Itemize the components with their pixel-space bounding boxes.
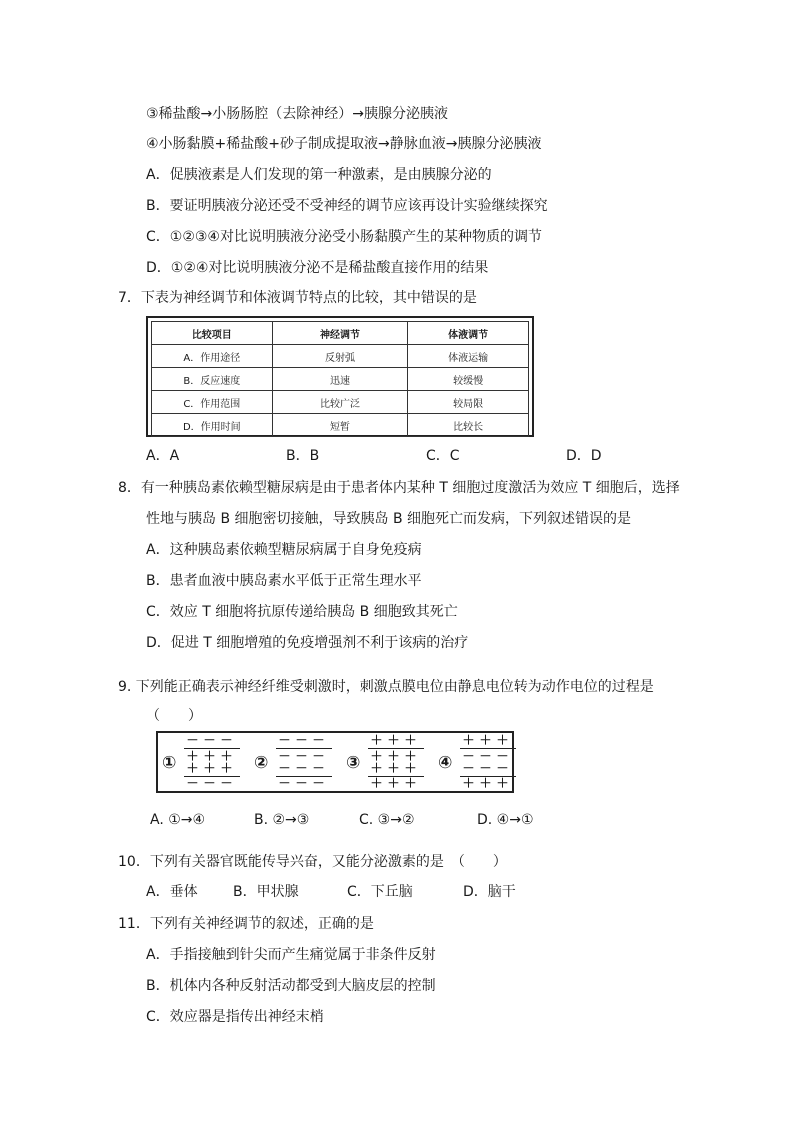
q10-choice-d: D．脑干	[463, 884, 516, 900]
table-cell: 体液运输	[408, 345, 529, 368]
q9-answer-paren: （ ）	[146, 708, 202, 724]
table-header-cell: 体液调节	[408, 322, 529, 345]
table-header-cell: 神经调节	[272, 322, 408, 345]
inner-top-charges: －－－	[278, 749, 330, 763]
q9-stem: 9. 下列能正确表示神经纤维受刺激时，刺激点膜电位由静息电位转为动作电位的过程是	[118, 679, 654, 695]
outer-bottom-charges: －－－	[278, 776, 330, 790]
q11-option-b: B．机体内各种反射活动都受到大脑皮层的控制	[146, 978, 436, 994]
table-cell: 比较广泛	[272, 391, 408, 414]
membrane-potential-diagram	[156, 731, 514, 793]
q7-comparison-table	[146, 316, 534, 437]
membrane-diagram-4	[438, 735, 522, 789]
q6-option-c: C．①②③④对比说明胰液分泌受小肠黏膜产生的某种物质的调节	[146, 229, 542, 245]
q8-option-c: C．效应 T 细胞将抗原传递给胰岛 B 细胞致其死亡	[146, 604, 458, 620]
q8-stem-line2: 性地与胰岛 B 细胞密切接触，导致胰岛 B 细胞死亡而发病，下列叙述错误的是	[146, 511, 632, 527]
table-row	[152, 414, 529, 437]
membrane-diagram-2	[254, 735, 338, 789]
inner-bottom-charges: ＋＋＋	[370, 761, 422, 775]
inner-top-charges: ＋＋＋	[186, 749, 238, 763]
q11-option-c: C．效应器是指传出神经末梢	[146, 1009, 324, 1025]
q7-stem: 7．下表为神经调节和体液调节特点的比较，其中错误的是	[118, 290, 477, 306]
diagram-label: ④	[438, 753, 453, 773]
inner-top-charges: ＋＋＋	[370, 749, 422, 763]
outer-top-charges: ＋＋＋	[462, 733, 514, 747]
q11-stem: 11．下列有关神经调节的叙述，正确的是	[118, 916, 374, 932]
q7-choice-b: B．B	[286, 448, 320, 464]
q6-option-a: A．促胰液素是人们发现的第一种激素，是由胰腺分泌的	[146, 167, 492, 183]
table-cell: 比较长	[408, 414, 529, 437]
q9-choice-c: C. ③→②	[359, 812, 415, 828]
membrane-diagram-3	[346, 735, 430, 789]
q9-choice-b: B. ②→③	[254, 812, 310, 828]
table-row	[152, 391, 529, 414]
inner-bottom-charges: ＋＋＋	[186, 761, 238, 775]
q7-choice-d: D．D	[566, 448, 602, 464]
table-cell: C．作用范围	[152, 391, 273, 414]
table-cell: 较缓慢	[408, 368, 529, 391]
q10-stem: 10．下列有关器官既能传导兴奋，又能分泌激素的是 （ ）	[118, 854, 507, 870]
table-cell: 迅速	[272, 368, 408, 391]
table-row	[152, 368, 529, 391]
q8-stem-line1: 8．有一种胰岛素依赖型糖尿病是由于患者体内某种 T 细胞过度激活为效应 T 细胞后，选择	[118, 480, 680, 496]
outer-bottom-charges: ＋＋＋	[462, 776, 514, 790]
diagram-label: ③	[346, 753, 361, 773]
table-row	[152, 345, 529, 368]
outer-top-charges: －－－	[278, 733, 330, 747]
q10-choice-b: B．甲状腺	[233, 884, 299, 900]
q6-option-d: D．①②④对比说明胰液分泌不是稀盐酸直接作用的结果	[146, 260, 489, 276]
outer-bottom-charges: －－－	[186, 776, 238, 790]
q7-choice-c: C．C	[426, 448, 460, 464]
diagram-label: ①	[162, 753, 177, 773]
q8-option-d: D．促进 T 细胞增殖的免疫增强剂不利于该病的治疗	[146, 635, 469, 651]
diagram-label: ②	[254, 753, 269, 773]
table-cell: 反射弧	[272, 345, 408, 368]
table-cell: D．作用时间	[152, 414, 273, 437]
table-cell: 较局限	[408, 391, 529, 414]
table-cell: 短暂	[272, 414, 408, 437]
q9-choice-d: D. ④→①	[477, 812, 534, 828]
membrane-diagram-1	[162, 735, 246, 789]
q9-choice-a: A. ①→④	[150, 812, 206, 828]
inner-bottom-charges: －－－	[462, 761, 514, 775]
table-header-row	[152, 322, 529, 345]
outer-bottom-charges: ＋＋＋	[370, 776, 422, 790]
table-cell: B．反应速度	[152, 368, 273, 391]
outer-top-charges: －－－	[186, 733, 238, 747]
q7-choice-a: A．A	[146, 448, 180, 464]
q6-option-b: B．要证明胰液分泌还受不受神经的调节应该再设计实验继续探究	[146, 198, 548, 214]
table-header-cell: 比较项目	[152, 322, 273, 345]
outer-top-charges: ＋＋＋	[370, 733, 422, 747]
q8-option-b: B．患者血液中胰岛素水平低于正常生理水平	[146, 573, 422, 589]
inner-bottom-charges: －－－	[278, 761, 330, 775]
q10-choice-c: C．下丘脑	[347, 884, 413, 900]
inner-top-charges: －－－	[462, 749, 514, 763]
q10-choice-a: A．垂体	[146, 884, 198, 900]
table-cell: A．作用途径	[152, 345, 273, 368]
q8-option-a: A．这种胰岛素依赖型糖尿病属于自身免疫病	[146, 542, 422, 558]
q6-item-4: ④小肠黏膜+稀盐酸+砂子制成提取液→静脉血液→胰腺分泌胰液	[146, 136, 542, 152]
q6-item-3: ③稀盐酸→小肠肠腔（去除神经）→胰腺分泌胰液	[146, 106, 449, 122]
q11-option-a: A．手指接触到针尖而产生痛觉属于非条件反射	[146, 947, 436, 963]
